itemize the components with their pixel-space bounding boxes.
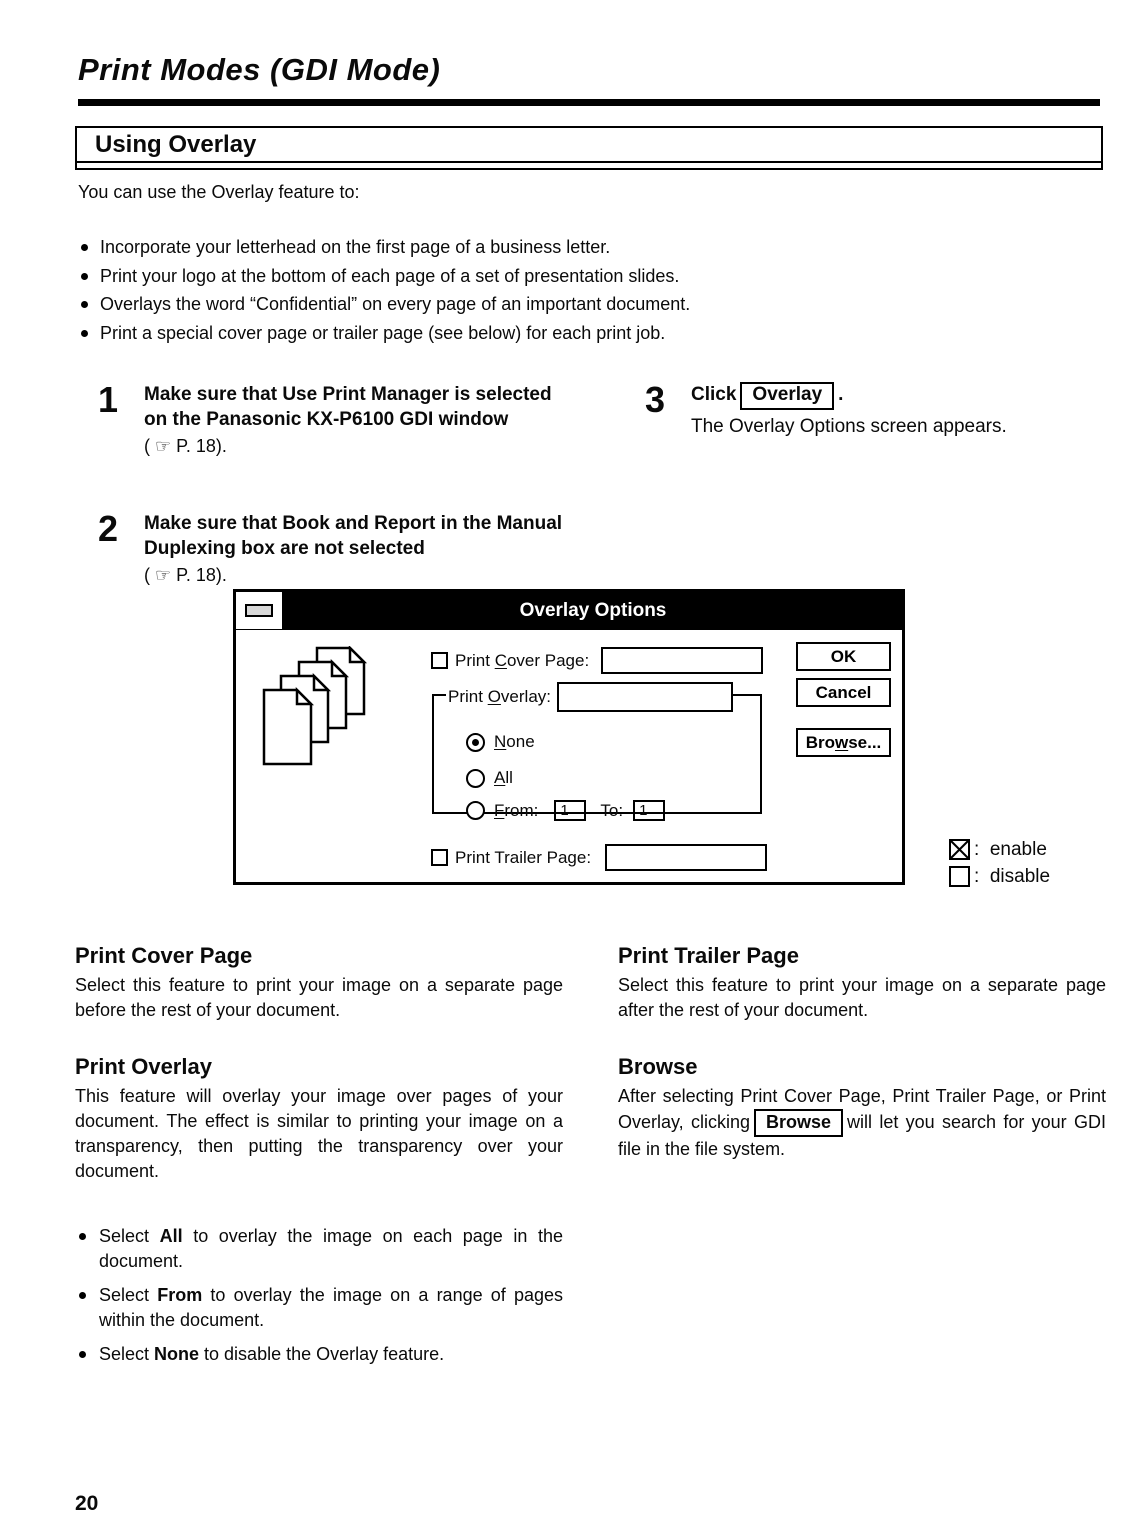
- select-option-bullets: [75, 1224, 563, 1367]
- period: .: [838, 384, 844, 405]
- feature-bullet: Overlays the word “Confidential” on every page of an important document.: [78, 290, 1098, 319]
- explanation-columns: [75, 943, 1106, 1376]
- separator: :: [974, 839, 980, 860]
- title-rule: [78, 99, 1100, 106]
- section-body: Select this feature to print your image on a separate page after the rest of your document.: [618, 975, 1106, 1020]
- ref-text: P. 18).: [176, 436, 227, 456]
- print-cover-page-row: [431, 647, 763, 674]
- select-bullet: Select All to overlay the image on each page in the document.: [75, 1224, 563, 1274]
- print-overlay-head: [446, 682, 733, 712]
- page-number: 20: [75, 1492, 99, 1515]
- step-number: 1: [98, 379, 119, 420]
- section-heading: Browse: [618, 1054, 698, 1079]
- click-label: Click: [691, 384, 737, 405]
- section-body: After selecting Print Cover Page, Print Trailer Page, or Print Overlay, clicking Browse will let you search for your GDI file in the file system.: [618, 1086, 1106, 1159]
- ref-text: P. 18).: [176, 565, 227, 585]
- print-overlay-group: [432, 687, 762, 820]
- step-2: [98, 508, 574, 588]
- ref-open: (: [144, 565, 150, 585]
- step-3-caption: The Overlay Options screen appears.: [691, 416, 1007, 437]
- print-cover-page-label: Print Cover Page:: [455, 650, 590, 670]
- step-1-ref: [144, 434, 574, 459]
- all-radio[interactable]: [466, 769, 485, 788]
- legend-enable-row: [948, 838, 1050, 862]
- print-trailer-page-checkbox[interactable]: [431, 849, 448, 866]
- section-heading-box: [75, 126, 1103, 170]
- step-3-text: [691, 382, 1105, 410]
- overlay-file-field[interactable]: [557, 682, 733, 712]
- browse-button-reference: Browse: [754, 1109, 843, 1137]
- step-1-text: Make sure that Use Print Manager is selected on the Panasonic KX-P6100 GDI window: [144, 384, 552, 430]
- checkbox-legend: [948, 838, 1050, 892]
- section-title: Using Overlay: [77, 128, 1101, 163]
- overlay-all-option[interactable]: [466, 768, 513, 788]
- dialog-buttons: [796, 642, 891, 757]
- ok-button[interactable]: OK: [796, 642, 891, 671]
- dialog-title: Overlay Options: [284, 592, 902, 629]
- none-label: None: [494, 732, 535, 751]
- from-label: From:: [494, 800, 539, 820]
- to-label: To:: [600, 800, 624, 820]
- step-3: [645, 379, 1105, 438]
- dialog-titlebar: [236, 592, 902, 630]
- from-page-field[interactable]: 1: [554, 800, 586, 821]
- print-trailer-page-row: [431, 844, 767, 871]
- intro-text: You can use the Overlay feature to:: [78, 182, 360, 202]
- step-1: [98, 379, 574, 459]
- trailer-page-file-field[interactable]: [605, 844, 767, 871]
- section-heading: Print Overlay: [75, 1054, 212, 1079]
- dialog-body: [236, 630, 902, 886]
- select-bullet: Select None to disable the Overlay feature.: [75, 1342, 563, 1367]
- overlay-from-option[interactable]: [466, 800, 665, 821]
- step-number: 3: [645, 379, 666, 420]
- print-trailer-page-section: [618, 943, 1106, 1023]
- print-overlay-label: Print Overlay:: [446, 685, 557, 709]
- all-label: All: [494, 768, 513, 787]
- feature-bullet: Print your logo at the bottom of each page of a set of presentation slides.: [78, 262, 1098, 291]
- pointing-hand-icon: ☞: [155, 565, 172, 586]
- print-cover-page-section: [75, 943, 563, 1023]
- section-body: Select this feature to print your image on a separate page before the rest of your document.: [75, 975, 563, 1020]
- steps-area: [78, 378, 1100, 586]
- cover-page-file-field[interactable]: [601, 647, 763, 674]
- print-trailer-page-label: Print Trailer Page:: [455, 847, 592, 867]
- step-number: 2: [98, 508, 119, 549]
- checked-box-icon: [948, 838, 972, 862]
- from-radio[interactable]: [466, 801, 485, 820]
- overlay-none-option[interactable]: [466, 732, 535, 752]
- print-overlay-section: [75, 1054, 563, 1184]
- feature-bullet: Incorporate your letterhead on the first page of a business letter.: [78, 233, 1098, 262]
- ref-open: (: [144, 436, 150, 456]
- control-menu-icon: [245, 604, 273, 617]
- unchecked-box-icon: [948, 865, 972, 889]
- control-menu-button[interactable]: [236, 592, 284, 629]
- overlay-button-reference: Overlay: [740, 382, 834, 410]
- cancel-button[interactable]: Cancel: [796, 678, 891, 707]
- select-bullet: Select From to overlay the image on a range of pages within the document.: [75, 1283, 563, 1333]
- step-2-ref: [144, 563, 574, 588]
- legend-enable-label: enable: [989, 839, 1047, 860]
- legend-disable-label: disable: [989, 866, 1051, 887]
- overlay-options-dialog: [233, 589, 905, 885]
- feature-bullet-list: [78, 233, 1098, 347]
- legend-disable-row: [948, 865, 1050, 889]
- document-stack-icon: [262, 646, 374, 768]
- step-2-text: Make sure that Book and Report in the Manual Duplexing box are not selected: [144, 513, 563, 559]
- pointing-hand-icon: ☞: [155, 436, 172, 457]
- section-heading: Print Trailer Page: [618, 943, 799, 968]
- browse-section: [618, 1054, 1106, 1162]
- section-body: This feature will overlay your image over pages of your document. The effect is similar to printing your image on a transparency, then putting the transparency over your document.: [75, 1086, 563, 1181]
- section-heading: Print Cover Page: [75, 943, 253, 968]
- none-radio[interactable]: [466, 733, 485, 752]
- page-title: Print Modes (GDI Mode): [78, 52, 441, 87]
- feature-bullet: Print a special cover page or trailer page (see below) for each print job.: [78, 319, 1098, 348]
- to-page-field[interactable]: 1: [633, 800, 665, 821]
- browse-button[interactable]: Browse...: [796, 728, 891, 757]
- print-cover-page-checkbox[interactable]: [431, 652, 448, 669]
- separator: :: [974, 866, 980, 887]
